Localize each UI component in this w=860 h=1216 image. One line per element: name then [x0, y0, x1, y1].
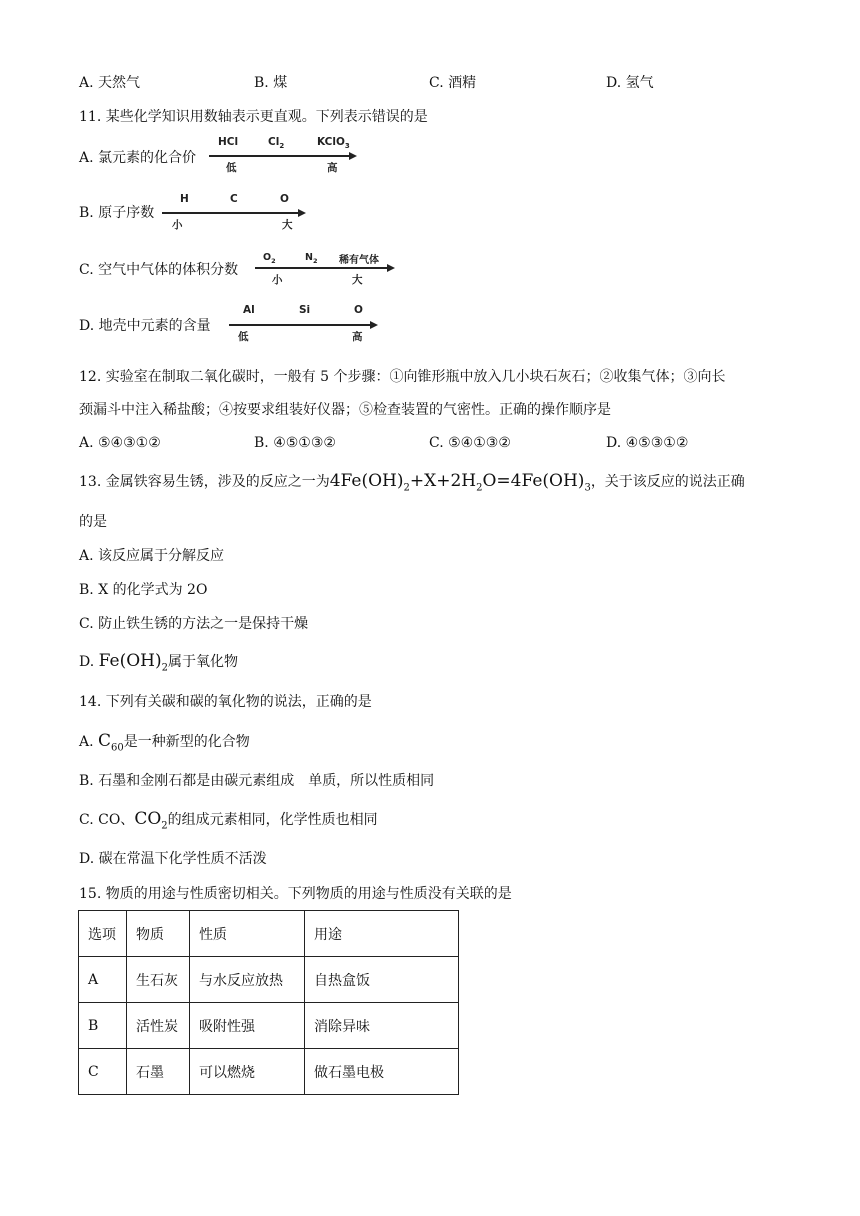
q11-d-tick-si: Si	[299, 304, 311, 316]
table-cell: B	[79, 1003, 127, 1049]
q11-b-tick-c: C	[230, 193, 238, 205]
table-row	[79, 1049, 459, 1095]
arrow-head-icon	[370, 321, 378, 329]
q11-c-high: 大	[352, 274, 363, 286]
q11-b-low: 小	[172, 219, 183, 231]
q11-stem: 11. 某些化学知识用数轴表示更直观。下列表示错误的是	[79, 109, 428, 125]
q12-option-d: D. ④⑤③①②	[606, 435, 689, 451]
q11-b-high: 大	[282, 219, 293, 231]
q11-option-a-label: A. 氯元素的化合价	[79, 150, 197, 166]
q13-equation: $4Fe(OH)_2+X+2H_2O=4Fe(OH)_3$	[329, 471, 591, 494]
q11-d-high: 高	[352, 331, 363, 343]
q14-option-b: B. 石墨和金刚石都是由碳元素组成 单质，所以性质相同	[79, 773, 435, 789]
q11-option-c-label: C. 空气中气体的体积分数	[79, 262, 239, 278]
table-cell: 石墨	[127, 1049, 190, 1095]
q13-option-a: A. 该反应属于分解反应	[79, 548, 225, 564]
q10-option-b: B. 煤	[254, 75, 288, 91]
table-cell: 自热盒饭	[305, 957, 459, 1003]
q11-a-tick-kclo3: KClO$_3$	[317, 136, 350, 151]
axis-line	[255, 267, 388, 269]
q10-option-a: A. 天然气	[79, 75, 141, 91]
q13-d-formula: $Fe(OH)_2$	[98, 651, 168, 674]
table-cell: 可以燃烧	[190, 1049, 305, 1095]
arrow-head-icon	[349, 152, 357, 160]
q14-a-formula: $C_{60}$	[98, 731, 124, 754]
q15-stem: 15. 物质的用途与性质密切相关。下列物质的用途与性质没有关联的是	[79, 886, 512, 902]
table-cell: 活性炭	[127, 1003, 190, 1049]
table-cell: 消除异味	[305, 1003, 459, 1049]
q11-a-tick-hcl: HCl	[218, 136, 239, 148]
q10-option-d: D. 氢气	[606, 75, 654, 91]
table-cell: 生石灰	[127, 957, 190, 1003]
table-row	[79, 957, 459, 1003]
q11-a-high: 高	[327, 162, 338, 174]
q10-option-c: C. 酒精	[429, 75, 477, 91]
axis-line	[229, 324, 372, 326]
q14-c-formula: $CO_2$	[134, 809, 168, 832]
q11-d-low: 低	[238, 331, 249, 343]
q13-stem-line2: 的是	[79, 514, 107, 530]
q14-option-a: A. $C_{60}$是一种新型的化合物	[79, 731, 250, 754]
q12-stem-line1: 12. 实验室在制取二氧化碳时，一般有 5 个步骤：①向锥形瓶中放入几小块石灰石；②收集气体；③向长	[79, 369, 726, 385]
q14-stem: 14. 下列有关碳和碳的氧化物的说法，正确的是	[79, 694, 372, 710]
table-cell: 与水反应放热	[190, 957, 305, 1003]
q12-stem-line2: 颈漏斗中注入稀盐酸；④按要求组装好仪器；⑤检查装置的气密性。正确的操作顺序是	[79, 402, 611, 418]
table-header-row	[79, 911, 459, 957]
q11-option-b-label: B. 原子序数	[79, 205, 155, 221]
axis-line	[209, 155, 350, 157]
q11-c-tick-noble-gas: 稀有气体	[339, 255, 379, 266]
table-cell: 做石墨电极	[305, 1049, 459, 1095]
q14-option-d: D. 碳在常温下化学性质不活泼	[79, 851, 267, 867]
q11-c-tick-o2: $O_2$	[263, 252, 276, 265]
q13-option-c: C. 防止铁生锈的方法之一是保持干燥	[79, 616, 309, 632]
q15-table	[78, 910, 459, 1095]
q11-a-tick-cl2: $Cl_2$	[268, 136, 285, 151]
arrow-head-icon	[387, 264, 395, 272]
table-cell: A	[79, 957, 127, 1003]
q11-b-tick-o: O	[280, 193, 289, 205]
q12-option-a: A. ⑤④③①②	[79, 435, 161, 451]
table-header-cell: 选项	[79, 911, 127, 957]
q12-option-c: C. ⑤④①③②	[429, 435, 511, 451]
q13-option-b: B. X 的化学式为 2O	[79, 582, 208, 598]
table-header-cell: 性质	[190, 911, 305, 957]
q11-d-tick-al: Al	[243, 304, 255, 316]
axis-line	[162, 212, 300, 214]
table-cell: 吸附性强	[190, 1003, 305, 1049]
table-row	[79, 1003, 459, 1049]
q14-option-c: C. CO、$CO_2$的组成元素相同，化学性质也相同	[79, 809, 378, 832]
q11-a-low: 低	[226, 162, 237, 174]
arrow-head-icon	[298, 209, 306, 217]
q12-option-b: B. ④⑤①③②	[254, 435, 336, 451]
q13-option-d: D. $Fe(OH)_2$属于氧化物	[79, 651, 238, 674]
q11-d-tick-o: O	[354, 304, 363, 316]
table-header-cell: 用途	[305, 911, 459, 957]
q11-c-tick-n2: $N_2$	[305, 252, 318, 265]
q11-b-tick-h: H	[180, 193, 189, 205]
table-header-cell: 物质	[127, 911, 190, 957]
q11-c-low: 小	[272, 274, 283, 286]
table-cell: C	[79, 1049, 127, 1095]
q11-option-d-label: D. 地壳中元素的含量	[79, 318, 211, 334]
q13-stem: 13. 金属铁容易生锈，涉及的反应之一为$4Fe(OH)_2+X+2H_2O=4Fe(OH)_3$，关于该反应的说法正确	[79, 471, 745, 494]
